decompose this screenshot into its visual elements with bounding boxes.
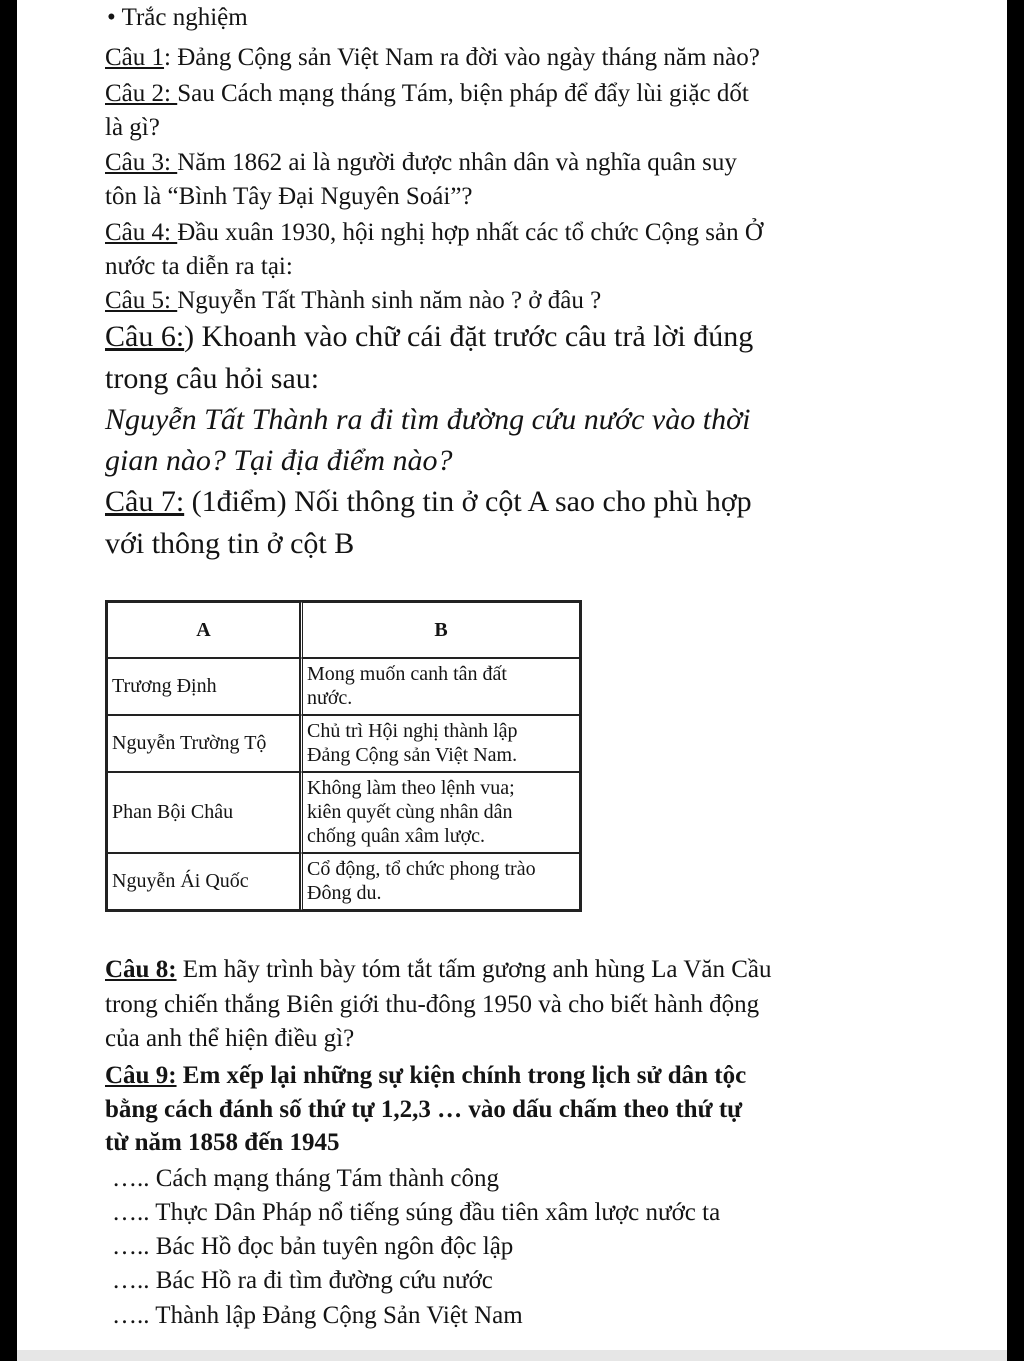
column-b-cell: Mong muốn canh tân đất nước. [300,658,580,715]
matching-table [105,600,582,912]
question-3-label: Câu 3: [105,149,178,176]
event-item: ….. Thành lập Đảng Cộng Sản Việt Nam [112,1302,523,1329]
question-2-label: Câu 2: [105,80,178,107]
column-b-cell: Cổ động, tổ chức phong trào Đông du. [300,853,580,910]
question-5-label: Câu 5: [105,287,178,314]
question-3-cont: tôn là “Bình Tây Đại Nguyên Soái”? [105,183,473,210]
table-row [107,853,580,910]
question-7-cont: với thông tin ở cột B [105,527,355,560]
question-9-cont-2: từ năm 1858 đến 1945 [105,1129,340,1156]
question-9-cont-1: bằng cách đánh số thứ tự 1,2,3 … vào dấu chấm theo thứ tự [105,1096,743,1123]
question-7: Câu 7: (1điểm) Nối thông tin ở cột A sao cho phù hợp [105,485,752,518]
question-5: Câu 5: Nguyễn Tất Thành sinh năm nào ? ở đâu ? [105,287,602,314]
event-item: ….. Bác Hồ đọc bản tuyên ngôn độc lập [112,1233,514,1260]
column-a-cell: Trương Định [107,658,300,715]
question-8-label: Câu 8: [105,956,177,983]
question-4-cont: nước ta diễn ra tại: [105,253,293,280]
question-4-label: Câu 4: [105,219,178,246]
question-6-cont: trong câu hỏi sau: [105,362,320,395]
column-b-cell: Không làm theo lệnh vua; kiên quyết cùng nhân dân chống quân xâm lược. [300,772,580,853]
question-7-label: Câu 7: [105,485,185,518]
event-item: ….. Cách mạng tháng Tám thành công [112,1165,499,1192]
column-a-header: A [107,602,300,658]
event-item: ….. Bác Hồ ra đi tìm đường cứu nước [112,1267,493,1294]
table-row [107,715,580,772]
table-row [107,658,580,715]
question-6-prompt-cont: gian nào? Tại địa điểm nào? [105,444,453,477]
question-2: Câu 2: Sau Cách mạng tháng Tám, biện pháp để đẩy lùi giặc dốt [105,80,749,107]
event-item: ….. Thực Dân Pháp nổ tiếng súng đầu tiên xâm lược nước ta [112,1199,721,1226]
section-heading: • Trắc nghiệm [107,4,248,31]
question-4: Câu 4: Đầu xuân 1930, hội nghị hợp nhất các tổ chức Cộng sản Ở [105,219,763,246]
question-3: Câu 3: Năm 1862 ai là người được nhân dân và nghĩa quân suy [105,149,737,176]
question-2-cont: là gì? [105,114,160,141]
table-row [107,772,580,853]
question-1-label: Câu 1 [105,44,165,71]
column-b-header: B [300,602,580,658]
question-8-cont-1: trong chiến thắng Biên giới thu-đông 1950 và cho biết hành động [105,991,760,1018]
page-bottom-edge [17,1350,1007,1361]
question-6-prompt: Nguyễn Tất Thành ra đi tìm đường cứu nước vào thời [105,403,751,436]
column-a-cell: Nguyễn Trường Tộ [107,715,300,772]
column-b-cell: Chủ trì Hội nghị thành lập Đảng Cộng sản Việt Nam. [300,715,580,772]
column-a-cell: Phan Bội Châu [107,772,300,853]
question-9-label: Câu 9: [105,1062,177,1089]
question-8: Câu 8: Em hãy trình bày tóm tắt tấm gương anh hùng La Văn Cầu [105,956,772,983]
question-6-label: Câu 6: [105,320,185,353]
question-6: Câu 6:) Khoanh vào chữ cái đặt trước câu trả lời đúng [105,320,754,353]
table-header-row [107,602,580,658]
column-a-cell: Nguyễn Ái Quốc [107,853,300,910]
bullet-icon: • [107,4,116,31]
question-9: Câu 9: Em xếp lại những sự kiện chính trong lịch sử dân tộc [105,1062,747,1089]
question-1 [105,44,760,72]
question-1-text: : Đảng Cộng sản Việt Nam ra đời vào ngày tháng năm nào? [164,44,760,71]
document-page [17,0,1007,1350]
question-8-cont-2: của anh thể hiện điều gì? [105,1025,355,1052]
